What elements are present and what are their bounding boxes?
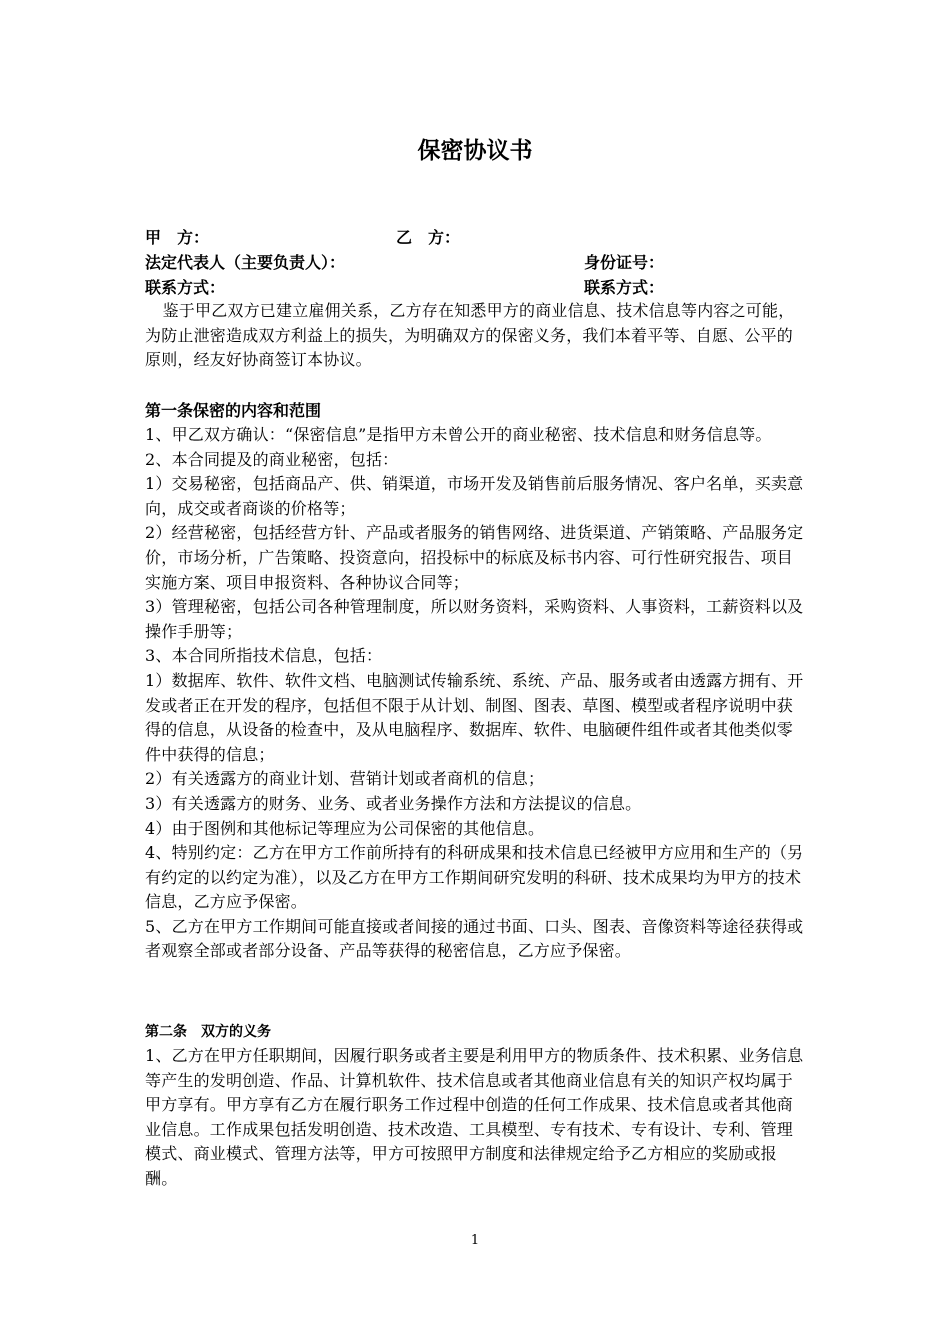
section-2-paragraph: 1、乙方在甲方任职期间，因履行职务或者主要是利用甲方的物质条件、技术积累、业务信息等产生的发明创造、作品、计算机软件、技术信息或者其他商业信息有关的知识产权均属于甲方享有。甲方享有乙方在履行职务工作过程中创造的任何工作成果、技术信息或者其他商业信息。工作成果包括发明创造、技术改造、工具模型、专有技术、专有设计、专利、管理模式、商业模式、管理方法等，甲方可按照甲方制度和法律规定给予乙方相应的奖励或报酬。 [145,1046,804,1188]
section-1-paragraph: 1）数据库、软件、软件文档、电脑测试传输系统、系统、产品、服务或者由透露方拥有、开发或者正在开发的程序，包括但不限于从计划、制图、图表、草图、模型或者程序说明中获得的信息，从设备的检查中，及从电脑程序、数据库、软件、电脑硬件组件或者其他类似零件中获得的信息； [145,670,804,764]
section-1-paragraph: 3）管理秘密，包括公司各种管理制度，所以财务资料，采购资料、人事资料，工薪资料以及操作手册等； [145,597,804,641]
section-1-heading: 第一条保密的内容和范围 [145,401,322,420]
intro-block [145,299,807,373]
party-b-label: 乙 方： [396,228,461,247]
page-number: 1 [470,1233,480,1248]
party-a-label: 甲 方： [145,228,210,247]
section-1-paragraph: 1）交易秘密，包括商品产、供、销渠道，市场开发及销售前后服务情况、客户名单，买卖意向，成交或者商谈的价格等； [145,474,804,518]
section-1-paragraph: 5、乙方在甲方工作期间可能直接或者间接的通过书面、口头、图表、音像资料等途径获得或者观察全部或者部分设备、产品等获得的秘密信息，乙方应予保密。 [145,916,804,961]
section-1-paragraph: 2、本合同提及的商业秘密，包括： [145,449,399,469]
section-1-paragraph: 4、特别约定：乙方在甲方工作前所持有的科研成果和技术信息已经被甲方应用和生产的（另有约定的以约定为准），以及乙方在甲方工作期间研究发明的科研、技术成果均为甲方的技术信息，乙方应予保密。 [145,843,804,912]
section-1-paragraph: 4）由于图例和其他标记等理应为公司保密的其他信息。 [145,818,545,838]
legal-representative-label: 法定代表人（主要负责人）： [145,253,346,272]
intro-paragraph: 鉴于甲乙双方已建立雇佣关系，乙方存在知悉甲方的商业信息、技术信息等内容之可能，为防止泄密造成双方利益上的损失，为明确双方的保密义务，我们本着平等、自愿、公平的原则，经友好协商签订本协议。 [145,301,795,370]
section-1-paragraph: 2）有关透露方的商业计划、营销计划或者商机的信息； [145,769,545,789]
section-1-paragraph: 1、甲乙双方确认：“保密信息”是指甲方未曾公开的商业秘密、技术信息和财务信息等。 [145,425,772,444]
party-a-contact-label: 联系方式： [145,278,226,297]
document-title: 保密协议书 [417,138,533,164]
section-2-body [145,1044,807,1192]
section-1-body [145,423,807,964]
section-1-paragraph: 3、本合同所指技术信息，包括： [145,646,383,666]
id-number-label: 身份证号： [584,253,665,272]
section-1-paragraph: 3）有关透露方的财务、业务、或者业务操作方法和方法提议的信息。 [145,793,642,813]
section-2-heading: 第二条 双方的义务 [145,1024,271,1040]
party-b-contact-label: 联系方式： [584,278,665,297]
section-1-paragraph: 2）经营秘密，包括经营方针、产品或者服务的销售网络、进货渠道、产销策略、产品服务定价，市场分析，广告策略、投资意向，招投标中的标底及标书内容、可行性研究报告、项目实施方案、项目申报资料、各种协议合同等； [145,523,804,592]
